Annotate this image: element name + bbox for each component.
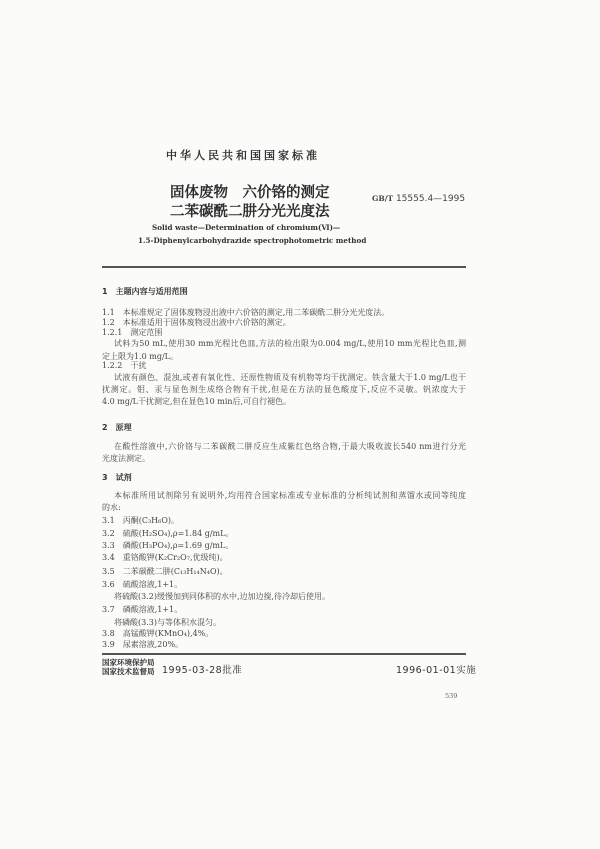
standard-type-heading: 中华人民共和国国家标准 xyxy=(166,149,320,162)
text-line: 1.1 本标准规定了固体废物浸出液中六价铬的测定,用二苯碳酰二肼分光光度法。 xyxy=(102,308,390,317)
text-line: 3.6 硫酸溶液,1+1。 xyxy=(102,580,183,589)
standard-code-prefix: GB/T xyxy=(372,194,394,203)
document-title-line2: 二苯碳酰二肼分光光度法 xyxy=(170,204,330,220)
text-line: 试液有颜色、混浊,或者有氧化性、还原性物质及有机物等均干扰测定。铁含量大于1.0 mg/L也干 xyxy=(114,373,466,382)
page-number: 539 xyxy=(445,692,458,700)
issuing-org-1: 国家环境保护局 xyxy=(102,658,155,667)
text-line: 3.2 硫酸(H₂SO₄),ρ=1.84 g/mL。 xyxy=(102,529,234,538)
text-line: 将硫酸(3.2)缓慢加到同体积的水中,边加边搅,待冷却后使用。 xyxy=(114,592,331,601)
text-line: 1.2.2 干扰 xyxy=(102,361,147,370)
text-line: 3.4 重铬酸钾(K₂Cr₂O₇,优级纯)。 xyxy=(102,553,228,562)
text-line: 3.5 二苯碳酰二肼(C₁₃H₁₄N₄O)。 xyxy=(102,567,228,576)
text-line: 的水: xyxy=(102,503,121,512)
text-line: 3.9 尿素溶液,20%。 xyxy=(102,640,184,649)
text-line: 3.1 丙酮(C₃H₆O)。 xyxy=(102,516,180,525)
approval-date: 1995-03-28批准 xyxy=(162,665,243,676)
section-heading: 2 原理 xyxy=(102,423,132,432)
text-line: 1.2.1 测定范围 xyxy=(102,328,163,337)
implementation-date: 1996-01-01实施 xyxy=(396,665,477,676)
header-divider xyxy=(102,266,466,268)
text-line: 光度法测定。 xyxy=(102,454,150,463)
text-line: 3.8 高锰酸钾(KMnO₄),4%。 xyxy=(102,629,214,638)
text-line: 定上限为1.0 mg/L。 xyxy=(102,352,178,361)
footer-divider xyxy=(102,653,466,655)
issuing-organizations xyxy=(102,659,155,676)
document-title-line1: 固体废物 六价铬的测定 xyxy=(170,185,330,201)
section-heading: 1 主题内容与适用范围 xyxy=(102,287,188,296)
text-line: 试料为50 mL,使用30 mm光程比色皿,方法的检出限为0.004 mg/L,使用10 mm光程比色皿,测 xyxy=(114,339,466,348)
english-title-line1: Solid waste—Determination of chromium(Ⅵ)— xyxy=(152,223,341,232)
text-line: 1.2 本标准适用于固体废物浸出液中六价铬的测定。 xyxy=(102,318,291,327)
text-line: 3.3 磷酸(H₃PO₄),ρ=1.69 g/mL。 xyxy=(102,541,234,550)
english-title-line2: 1.5-Diphenylcarbohydrazide spectrophotometric method xyxy=(138,236,367,245)
standard-code xyxy=(372,194,465,204)
text-line: 3.7 磷酸溶液,1+1。 xyxy=(102,605,183,614)
text-line: 将磷酸(3.3)与等体积水混匀。 xyxy=(114,618,221,627)
text-line: 4.0 mg/L干扰测定,但在显色10 min后,可自行褪色。 xyxy=(102,397,292,406)
section-heading: 3 试剂 xyxy=(102,473,132,482)
text-line: 在酸性溶液中,六价铬与二苯碳酰二肼反应生成紫红色络合物,于最大吸收波长540 nm进行分光 xyxy=(114,442,466,451)
text-line: 本标准所用试剂除另有说明外,均用符合国家标准或专业标准的分析纯试剂和蒸馏水或同等纯度 xyxy=(114,491,466,500)
standard-code-number: 15555.4—1995 xyxy=(395,194,466,204)
text-line: 扰测定。钼、汞与显色剂生成络合物有干扰,但是在方法的显色酸度下,反应不灵敏。钒浓度大于 xyxy=(102,385,466,394)
issuing-org-2: 国家技术监督局 xyxy=(102,666,155,676)
